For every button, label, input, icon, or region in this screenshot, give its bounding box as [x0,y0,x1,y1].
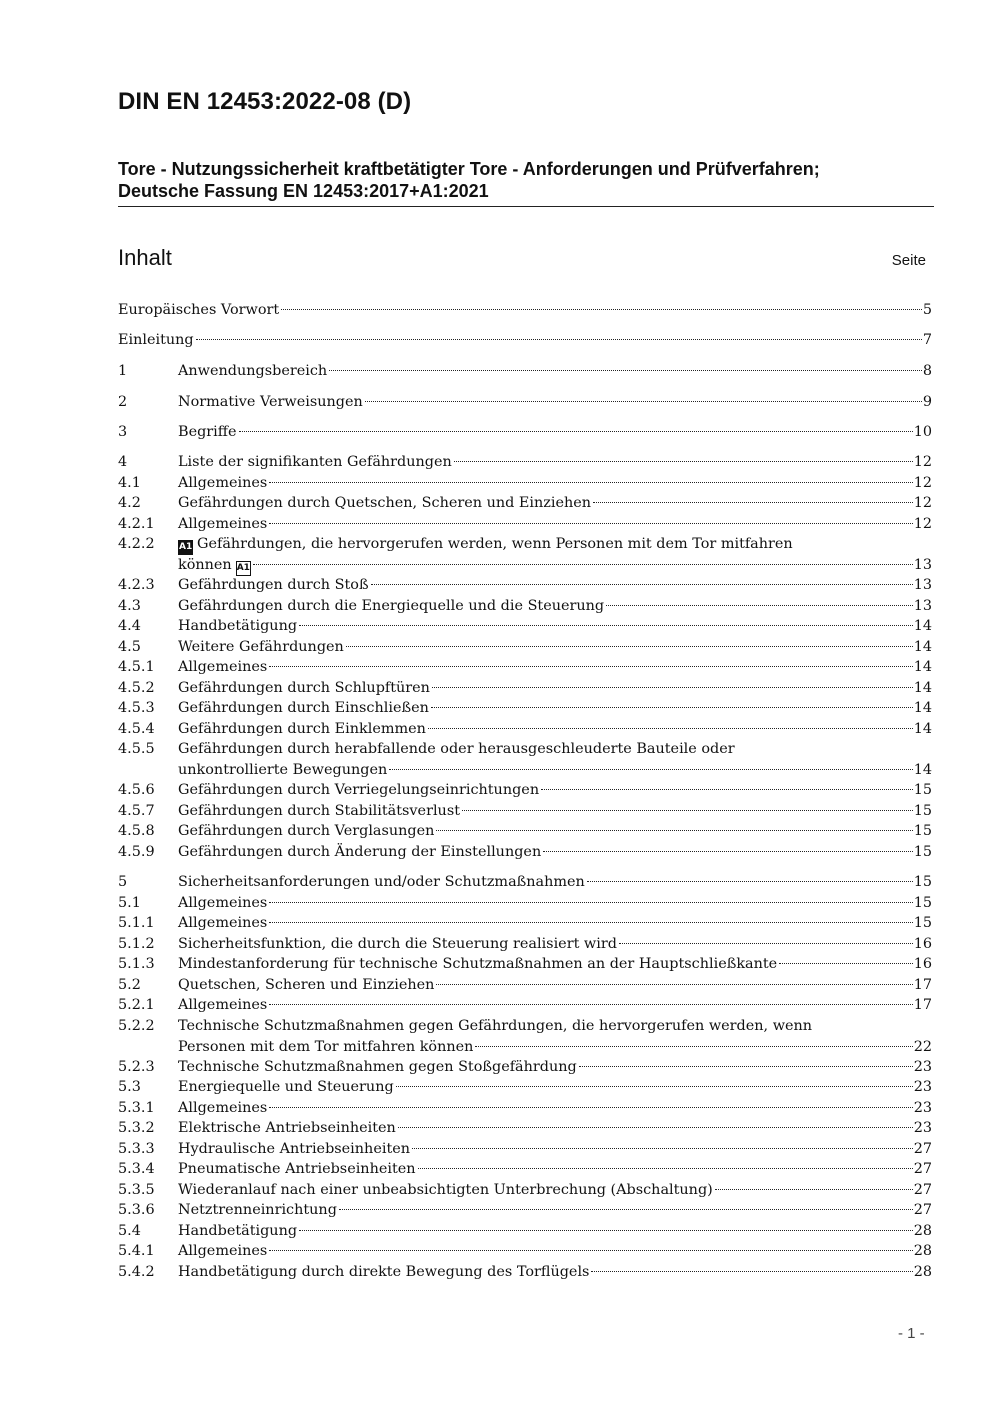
toc-entry[interactable] [118,534,932,576]
toc-leader-dots [398,1127,913,1128]
toc-entry[interactable] [118,719,932,740]
toc-entry-title-line-1 [178,534,793,555]
toc-leader-dots [619,943,913,944]
toc-entry-page: 14 [913,618,932,634]
toc-entry-number: 5.3.5 [118,1182,155,1198]
toc-entry[interactable] [118,780,932,801]
toc-entry[interactable] [118,616,932,637]
toc-entry-page: 13 [913,557,932,573]
toc-entry-title [178,1037,473,1058]
toc-entry-title [178,975,434,996]
toc-entry-title-text: Energiequelle und Steuerung [178,1079,394,1095]
toc-leader-dots [412,1148,913,1149]
toc-entry[interactable] [118,1077,932,1098]
toc-entry-title [178,760,387,781]
toc-leader-dots [587,881,913,882]
toc-entry-number: 5 [118,874,128,890]
toc-entry-title-text: Personen mit dem Tor mitfahren können [178,1039,474,1055]
toc-entry-number: 4.1 [118,475,141,491]
toc-entry-page: 23 [913,1079,932,1095]
toc-entry-page: 15 [913,844,932,860]
toc-entry-title [178,954,777,975]
toc-entry-title [178,678,430,699]
toc-entry[interactable] [118,300,932,321]
toc-entry[interactable] [118,392,932,413]
toc-entry-number: 5.1 [118,895,141,911]
toc-entry-title-text: Allgemeines [178,895,268,911]
toc-entry-page: 12 [913,475,932,491]
toc-leader-dots [281,309,922,310]
toc-entry-title [178,719,426,740]
toc-entry-page: 5 [922,302,932,318]
toc-entry-number: 4.5.2 [118,680,155,696]
toc-entry-number: 4.5 [118,639,141,655]
toc-leader-dots [299,1230,913,1231]
subtitle-line-2: Deutsche Fassung EN 12453:2017+A1:2021 [118,181,489,201]
toc-entry-number: 3 [118,424,128,440]
toc-entry-title [178,698,429,719]
toc-entry-title-text: Gefährdungen durch Schlupftüren [178,680,430,696]
toc-entry-number: 4.5.9 [118,844,155,860]
toc-entry-page: 22 [913,1039,932,1055]
toc-leader-dots [269,922,912,923]
toc-entry-number: 5.4.2 [118,1264,155,1280]
toc-leader-dots [346,646,913,647]
toc-entry-number: 5.2 [118,977,141,993]
toc-entry-title-text: Wiederanlauf nach einer unbeabsichtigten Unterbrechung (Abschaltung) [178,1182,713,1198]
toc-entry-title [178,392,363,413]
toc-entry-number: 5.1.1 [118,915,155,931]
toc-entry-title-text: können [178,557,232,573]
toc-entry-title [178,361,327,382]
toc-entry-title-text: Netztrenneinrichtung [178,1202,337,1218]
toc-entry-number: 5.2.3 [118,1059,155,1075]
toc-entry[interactable] [118,1016,932,1058]
toc-entry-page: 13 [913,598,932,614]
toc-entry-page: 17 [913,997,932,1013]
toc-entry-number: 5.1.2 [118,936,155,952]
toc-leader-dots [269,1107,912,1108]
document-title: DIN EN 12453:2022-08 (D) [118,88,412,115]
toc-entry-title [118,300,279,321]
toc-entry-page: 23 [913,1059,932,1075]
toc-entry-title [178,1098,267,1119]
toc-entry[interactable] [118,1159,932,1180]
toc-entry[interactable] [118,452,932,473]
toc-entry-number: 5.3 [118,1079,141,1095]
toc-entry[interactable] [118,1241,932,1262]
toc-entry-number: 5.3.4 [118,1161,155,1177]
toc-entry-title [178,842,541,863]
toc-entry-title [178,801,460,822]
toc-entry[interactable] [118,821,932,842]
toc-entry[interactable] [118,1200,932,1221]
toc-entry-page: 8 [922,363,932,379]
toc-leader-dots [339,1209,913,1210]
toc-entry-title-text: Elektrische Antriebseinheiten [178,1120,396,1136]
toc-entry[interactable] [118,872,932,893]
toc-entry-title-text: Technische Schutzmaßnahmen gegen Stoßgefährdung [178,1059,577,1075]
toc-entry-title-text: Technische Schutzmaßnahmen gegen Gefährdungen, die hervorgerufen werden, wenn [178,1018,813,1034]
toc-entry-number: 4.5.3 [118,700,155,716]
toc-leader-dots [579,1066,913,1067]
subtitle-line-1: Tore - Nutzungssicherheit kraftbetätigter Tore - Anforderungen und Prüfverfahren; [118,159,820,179]
toc-entry-title [178,780,539,801]
contents-heading: Inhalt [118,245,172,270]
toc-entry[interactable] [118,1057,932,1078]
toc-entry-title-text: Allgemeines [178,659,268,675]
toc-entry-title [178,514,267,535]
toc-entry-title-text: Gefährdungen durch Stabilitätsverlust [178,803,460,819]
toc-leader-dots [591,1271,912,1272]
page-column-heading: Seite [891,252,926,269]
toc-leader-dots [475,1046,912,1047]
toc-entry[interactable] [118,975,932,996]
toc-entry[interactable] [118,637,932,658]
toc-entry-page: 16 [913,936,932,952]
toc-leader-dots [606,605,913,606]
toc-entry-number: 5.3.6 [118,1202,155,1218]
toc-entry-title-text: Handbetätigung durch direkte Bewegung des Torflügels [178,1264,590,1280]
toc-entry-page: 28 [913,1223,932,1239]
toc-entry-title [178,452,452,473]
toc-entry-title [178,493,591,514]
toc-entry-page: 28 [913,1264,932,1280]
toc-entry-number: 5.1.3 [118,956,155,972]
toc-entry[interactable] [118,657,932,678]
toc-entry-number: 5.3.1 [118,1100,155,1116]
toc-leader-dots [428,728,913,729]
toc-entry-number: 4.5.4 [118,721,155,737]
toc-entry-page: 14 [913,639,932,655]
toc-entry-title-text: Europäisches Vorwort [118,302,280,318]
toc-entry-title-text: Allgemeines [178,1243,268,1259]
toc-entry-number: 4.4 [118,618,141,634]
toc-entry-title-text: Einleitung [118,332,194,348]
toc-leader-dots [418,1168,913,1169]
toc-entry-title [178,1159,416,1180]
toc-entry-title [178,555,251,576]
toc-entry[interactable] [118,514,932,535]
toc-entry-title [178,1118,396,1139]
toc-entry-title-text: Gefährdungen durch Quetschen, Scheren und Einziehen [178,495,592,511]
toc-leader-dots [436,830,912,831]
toc-entry[interactable] [118,1262,932,1283]
toc-entry-number: 4.2.2 [118,536,155,552]
toc-leader-dots [365,401,922,402]
toc-leader-dots [779,963,913,964]
toc-leader-dots [269,482,912,483]
toc-entry-page: 23 [913,1120,932,1136]
toc-entry-title-text: Anwendungsbereich [178,363,328,379]
toc-entry-title-text: Pneumatische Antriebseinheiten [178,1161,416,1177]
toc-entry-page: 15 [913,874,932,890]
toc-leader-dots [239,431,913,432]
toc-entry-number: 4.2.1 [118,516,155,532]
toc-entry-title [178,473,267,494]
toc-entry-page: 12 [913,454,932,470]
toc-entry-page: 14 [913,721,932,737]
toc-leader-dots [396,1086,913,1087]
toc-entry-title [178,934,617,955]
toc-entry-page: 27 [913,1182,932,1198]
toc-entry[interactable] [118,893,932,914]
toc-entry-page: 7 [922,332,932,348]
toc-entry-page: 9 [922,394,932,410]
toc-leader-dots [715,1189,913,1190]
document-subtitle [118,158,934,202]
toc-entry[interactable] [118,1118,932,1139]
toc-leader-dots [462,810,913,811]
toc-entry-number: 4.5.8 [118,823,155,839]
toc-entry-number: 4.2 [118,495,141,511]
toc-leader-dots [431,707,913,708]
toc-entry-number: 4 [118,454,128,470]
toc-entry-title-text: Liste der signifikanten Gefährdungen [178,454,452,470]
toc-entry-title-line-1 [178,739,735,760]
toc-leader-dots [436,984,912,985]
toc-entry-title-text: Gefährdungen durch Stoß [178,577,369,593]
toc-entry-page: 27 [913,1141,932,1157]
toc-entry-title-text: Allgemeines [178,915,268,931]
toc-entry-title-text: Gefährdungen durch Änderung der Einstellungen [178,844,542,860]
toc-entry-title-text: Hydraulische Antriebseinheiten [178,1141,411,1157]
toc-leader-dots [593,502,913,503]
toc-entry-title-text: Mindestanforderung für technische Schutzmaßnahmen an der Hauptschließkante [178,956,778,972]
toc-entry-title-text: Gefährdungen durch herabfallende oder herausgeschleuderte Bauteile oder [178,741,735,757]
amendment-start-icon: A1 [178,540,193,555]
toc-entry-page: 15 [913,915,932,931]
toc-entry-number: 2 [118,394,128,410]
toc-entry-title-text: Handbetätigung [178,1223,298,1239]
toc-entry-number: 4.5.6 [118,782,155,798]
toc-entry-title-text: Allgemeines [178,997,268,1013]
toc-entry[interactable] [118,934,932,955]
toc-entry-number: 4.3 [118,598,141,614]
toc-entry-title [178,1077,394,1098]
toc-leader-dots [543,851,912,852]
toc-entry-page: 12 [913,516,932,532]
toc-entry[interactable] [118,493,932,514]
toc-entry[interactable] [118,1139,932,1160]
toc-leader-dots [371,584,913,585]
toc-entry-number: 5.4.1 [118,1243,155,1259]
toc-leader-dots [269,666,912,667]
toc-entry-title-text: Gefährdungen, die hervorgerufen werden, wenn Personen mit dem Tor mitfahren [197,536,793,552]
toc-leader-dots [269,1004,912,1005]
toc-entry-title [178,1221,297,1242]
toc-entry-page: 15 [913,782,932,798]
toc-entry-title [178,1200,337,1221]
toc-entry-number: 4.2.3 [118,577,155,593]
toc-entry[interactable] [118,473,932,494]
toc-entry-title [178,913,267,934]
toc-entry-title-text: unkontrollierte Bewegungen [178,762,388,778]
toc-entry-page: 14 [913,762,932,778]
toc-entry-title [178,821,434,842]
toc-entry-page: 15 [913,823,932,839]
toc-entry[interactable] [118,995,932,1016]
toc-entry-page: 14 [913,700,932,716]
toc-entry[interactable] [118,1098,932,1119]
toc-entry-page: 27 [913,1161,932,1177]
toc-entry-page: 23 [913,1100,932,1116]
toc-leader-dots [541,789,913,790]
toc-entry-title [178,995,267,1016]
toc-leader-dots [299,625,913,626]
toc-entry-title [178,1180,713,1201]
toc-entry[interactable] [118,575,932,596]
toc-entry-title [178,872,585,893]
toc-entry-title [178,1262,589,1283]
toc-leader-dots [269,523,912,524]
amendment-end-icon: A1 [236,561,251,576]
toc-entry[interactable] [118,361,932,382]
toc-entry-title-text: Begriffe [178,424,237,440]
toc-entry-number: 5.2.2 [118,1018,155,1034]
toc-entry[interactable] [118,739,932,781]
toc-entry-page: 15 [913,803,932,819]
toc-entry-number: 4.5.5 [118,741,155,757]
toc-entry-title-text: Allgemeines [178,516,268,532]
toc-entry-title-text: Quetschen, Scheren und Einziehen [178,977,435,993]
toc-leader-dots [196,339,922,340]
toc-entry-page: 10 [913,424,932,440]
toc-entry-number: 1 [118,363,128,379]
toc-entry-page: 28 [913,1243,932,1259]
toc-entry[interactable] [118,1221,932,1242]
toc-entry-number: 5.2.1 [118,997,155,1013]
toc-entry-title-text: Sicherheitsanforderungen und/oder Schutzmaßnahmen [178,874,585,890]
toc-entry[interactable] [118,954,932,975]
toc-entry[interactable] [118,422,932,443]
toc-entry-page: 15 [913,895,932,911]
toc-entry-title-text: Normative Verweisungen [178,394,363,410]
toc-entry-title-text: Gefährdungen durch Einschließen [178,700,429,716]
toc-entry-title [118,330,194,351]
toc-entry-title-text: Allgemeines [178,1100,268,1116]
toc-entry-title [178,1057,577,1078]
toc-entry-title [178,637,344,658]
toc-entry-title [178,657,267,678]
toc-entry-title-text: Gefährdungen durch Verglasungen [178,823,435,839]
toc-entry-number: 5.4 [118,1223,141,1239]
toc-entry-page: 27 [913,1202,932,1218]
toc-entry-title [178,1241,267,1262]
toc-entry[interactable] [118,596,932,617]
toc-leader-dots [454,461,913,462]
subtitle-divider [118,206,934,207]
toc-entry-title-text: Allgemeines [178,475,268,491]
toc-entry-number: 4.5.1 [118,659,155,675]
toc-leader-dots [269,902,912,903]
toc-entry[interactable] [118,842,932,863]
toc-entry[interactable] [118,698,932,719]
toc-entry-title [178,1139,410,1160]
toc-entry[interactable] [118,801,932,822]
toc-leader-dots [269,1250,912,1251]
toc-entry[interactable] [118,678,932,699]
toc-entry-page: 12 [913,495,932,511]
toc-entry-page: 16 [913,956,932,972]
toc-entry-title [178,575,369,596]
toc-entry-title-text: Gefährdungen durch Einklemmen [178,721,426,737]
toc-leader-dots [432,687,913,688]
toc-entry-title-text: Gefährdungen durch die Energiequelle und die Steuerung [178,598,605,614]
toc-entry-title-text: Weitere Gefährdungen [178,639,344,655]
toc-entry-title [178,596,604,617]
toc-entry-page: 14 [913,680,932,696]
page-number: - 1 - [898,1325,925,1342]
toc-entry[interactable] [118,913,932,934]
toc-entry-title-text: Gefährdungen durch Verriegelungseinrichtungen [178,782,540,798]
toc-entry-title [178,422,237,443]
toc-entry-page: 17 [913,977,932,993]
toc-leader-dots [253,564,913,565]
toc-entry-title [178,616,297,637]
toc-entry-page: 13 [913,577,932,593]
toc-leader-dots [329,370,922,371]
toc-entry[interactable] [118,1180,932,1201]
toc-entry-number: 5.3.3 [118,1141,155,1157]
toc-entry-number: 5.3.2 [118,1120,155,1136]
toc-entry-number: 4.5.7 [118,803,155,819]
toc-entry-title-text: Handbetätigung [178,618,298,634]
toc-leader-dots [389,769,912,770]
toc-entry[interactable] [118,330,932,351]
toc-entry-title-line-1 [178,1016,812,1037]
toc-entry-title-text: Sicherheitsfunktion, die durch die Steuerung realisiert wird [178,936,617,952]
toc-entry-page: 14 [913,659,932,675]
toc-entry-title [178,893,267,914]
